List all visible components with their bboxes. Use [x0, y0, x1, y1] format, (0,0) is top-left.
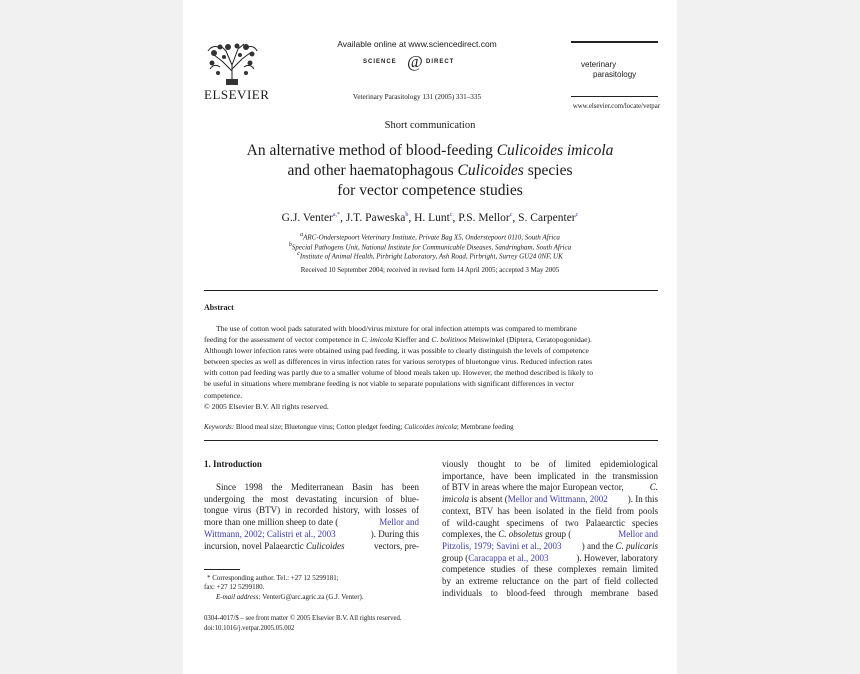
author[interactable]: H. Lunt$^c$,	[414, 211, 459, 224]
journal-logo-line2: parasitology	[593, 70, 637, 79]
citation-link[interactable]: Mellor and	[618, 529, 658, 540]
author[interactable]: J.T. Paweska$^b$,	[345, 211, 415, 224]
journal-logo-rule-bottom	[571, 96, 658, 97]
article-title-line3: for vector competence studies	[337, 182, 523, 199]
affiliation: $^b$Special Pathogens Unit, National Institute for Communicable Diseases, Sandringham, South Africa	[288, 241, 572, 251]
affiliation: $^c$Institute of Animal Health, Pirbright Laboratory, Ash Road, Pirbright, Surrey GU24 0NF, UK	[297, 251, 563, 261]
intro-right-column: viously thought to be of limited epidemiological importance, have been implicated in the transmission of BTV in areas where the major European vector, C. imicola is absent (Mellor and Wittmann, 2002 ). In this context, BTV has been isolated in the field from pools of wild-caught specimens of two Palaearctic species complexes, the C. obsoletus group ( Mellor and Pitzolis, 1979; Savini et al., 2003 ) and the C. pulicaris group (Caracappa et al., 2003 ). However, laboratory competence studies of these complexes remain limited by an extreme reluctance on the part of field collected individuals to blood-feed through membrane based	[442, 459, 658, 598]
abstract-body: The use of cotton wool pads saturated with blood/virus mixture for oral infection attempts was compared to membrane feeding for the assessment of vector competence in C. imicola Kieffer and C. bolitinos Meiswinkel (Diptera, Ceratopogonidae). Although lower infection rates were obtained using pad feeding, it was possible to clearly distinguish the levels of competence between species as well as differences in virus infection rates for various serotypes of bluetongue virus. Reduced infection rates with cotton pad feeding was partly due to a smaller volume of blood meals taken up. However, the method described is likely to be useful in situations where membrane feeding is not viable to separate populations with significant differences in vector competence. © 2005 Elsevier B.V. All rights reserved.	[204, 323, 658, 412]
keywords: Keywords: Blood meal size; Bluetongue virus; Cotton pledget feeding; Culicoides imicola; Membrane feeding	[204, 423, 514, 431]
sciencedirect-logo: SCIENCE @ DIRECT	[363, 52, 455, 71]
citation-link[interactable]: Pitzolis, 1979; Savini et al., 2003	[442, 540, 562, 551]
elsevier-tree-logo	[204, 41, 260, 87]
author[interactable]: G.J. Venter$^{a,*}$,	[281, 211, 346, 224]
journal-logo-rule-top	[571, 41, 658, 43]
email-link[interactable]: VenterG@arc.agric.za (G.J. Venter).	[260, 592, 364, 601]
at-sign-icon: @	[407, 52, 423, 71]
doi-link[interactable]: doi:10.1016/j.vetpar.2005.05.002	[204, 625, 295, 632]
elsevier-wordmark: ELSEVIER	[204, 87, 270, 102]
citation-link[interactable]: Mellor and Wittmann, 2002	[507, 494, 608, 505]
section-heading-introduction: 1. Introduction	[204, 459, 262, 469]
citation-link[interactable]: Caracappa et al., 2003	[468, 552, 549, 563]
footnote: * Corresponding author. Tel.: +27 12 5299181; fax: +27 12 5299180. E-mail address: VenterG@arc.agric.za (G.J. Venter).	[204, 574, 364, 601]
abstract-bottom-rule	[204, 440, 658, 441]
article-page	[183, 0, 677, 674]
author[interactable]: P.S. Mellor$^c$,	[458, 211, 519, 224]
intro-left-column: Since 1998 the Mediterranean Basin has been undergoing the most devastating incursion of blue- tongue virus (BTV) in recorded history, with losses of more than one million sheep to date ( Mellor and Wittmann, 2002; Calistri et al., 2003 ). During this incursion, novel Palaearctic Culicoides vectors, pre-	[204, 482, 419, 551]
footnote-rule	[204, 569, 240, 570]
article-title-line2: and other haematophagous Culicoides species	[287, 162, 573, 179]
received-dates: Received 10 September 2004; received in revised form 14 April 2005; accepted 3 May 2005	[300, 266, 560, 274]
article-type: Short communication	[384, 120, 476, 131]
abstract-top-rule	[204, 290, 658, 291]
author-list	[183, 208, 677, 226]
article-title-line1: An alternative method of blood-feeding Culicoides imicola	[246, 142, 614, 159]
journal-url-link[interactable]: www.elsevier.com/locate/vetpar	[572, 103, 660, 110]
abstract-heading: Abstract	[204, 303, 234, 312]
available-online-text: Available online at www.sciencedirect.com	[337, 39, 497, 49]
page-footer	[204, 614, 504, 634]
abstract-copyright: © 2005 Elsevier B.V. All rights reserved.	[204, 401, 329, 411]
citation-link[interactable]: Wittmann, 2002; Calistri et al., 2003	[204, 528, 336, 539]
author[interactable]: S. Carpenter$^c$	[518, 211, 579, 224]
affiliation: $^a$ARC-Onderstepoort Veterinary Institute, Private Bag X5, Onderstepoort 0110, South Africa	[300, 232, 560, 242]
issn-line: 0304-4017/$ – see front matter © 2005 Elsevier B.V. All rights reserved.	[204, 615, 402, 622]
journal-logo-line1: veterinary	[581, 60, 617, 69]
journal-reference: Veterinary Parasitology 131 (2005) 331–335	[352, 93, 482, 101]
citation-link[interactable]: Mellor and	[379, 517, 419, 528]
